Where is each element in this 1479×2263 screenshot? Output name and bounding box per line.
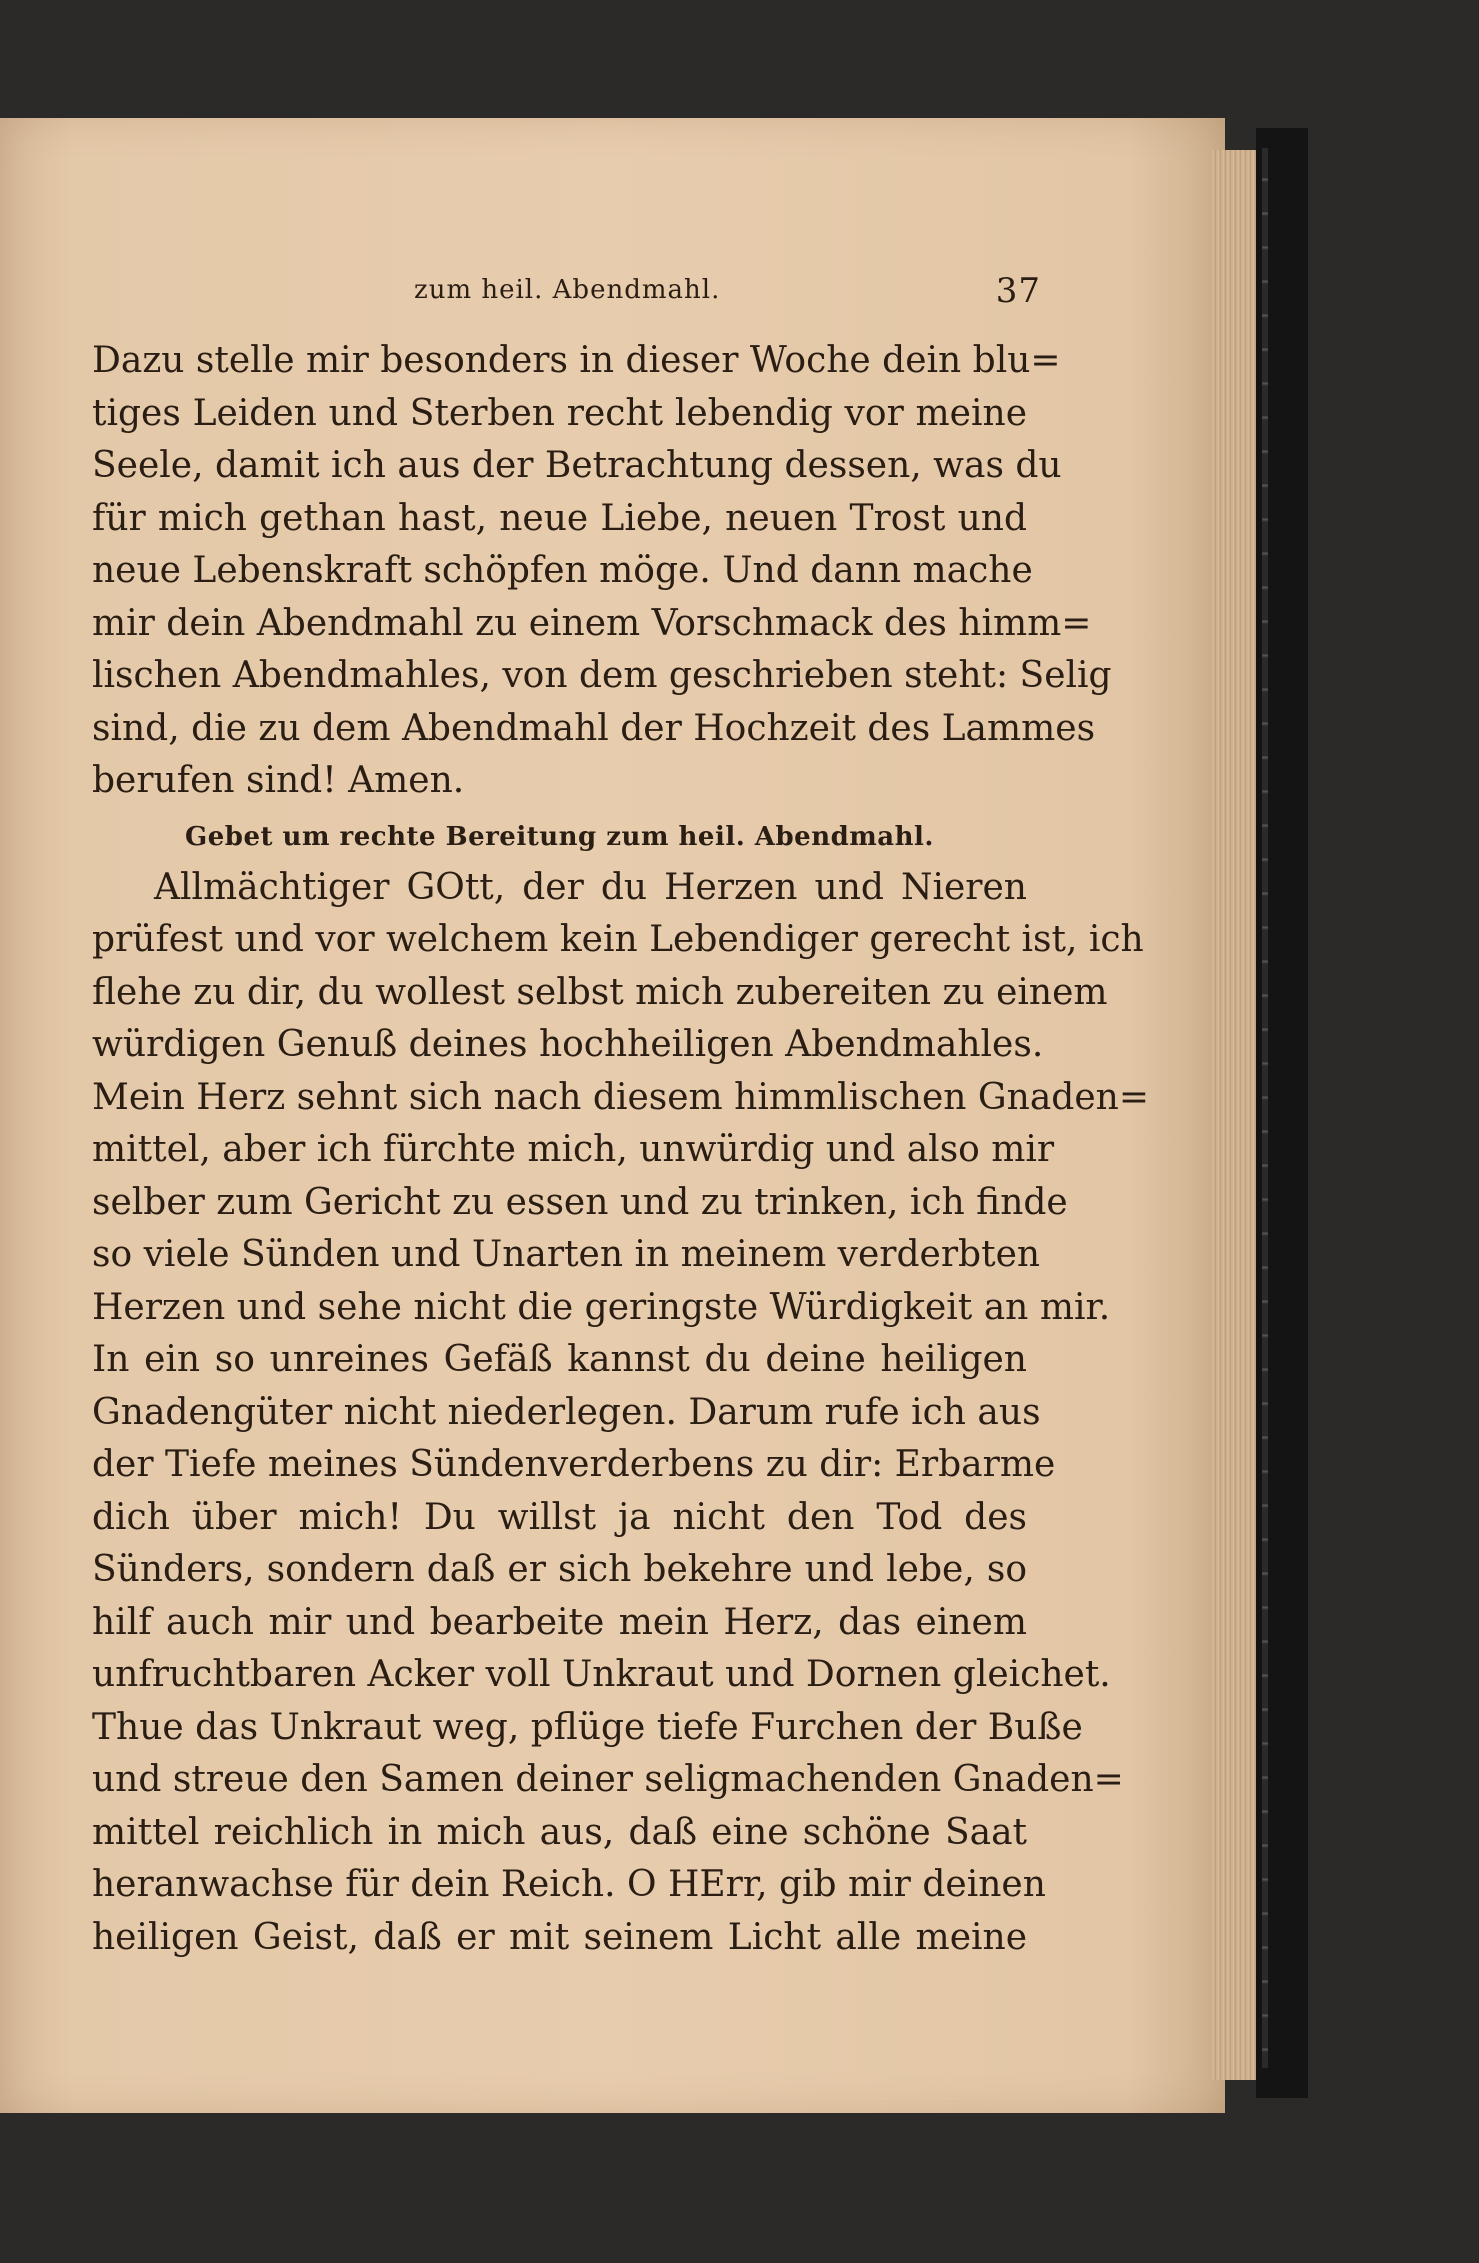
text-line: und streue den Samen deiner seligmachenden Gnaden= [92,1759,1124,1800]
text-line: würdigen Genuß deines hochheiligen Abendmahles. [92,1024,1044,1065]
text-line: Thue das Unkraut weg, pflüge tiefe Furchen der Buße [92,1706,1083,1748]
text-line: flehe zu dir, du wollest selbst mich zubereiten zu einem [92,971,1108,1013]
text-line: für mich gethan hast, neue Liebe, neuen Trost und [92,497,1027,539]
text-line: Dazu stelle mir besonders in dieser Woche dein blu= [92,340,1061,381]
text-line: unfruchtbaren Acker voll Unkraut und Dornen gleichet. [92,1654,1111,1695]
text-line: mittel reichlich in mich aus, daß eine schöne Saat [92,1811,1027,1853]
text-line: heiligen Geist, daß er mit seinem Licht alle meine [92,1916,1027,1958]
prayer-heading: Gebet um rechte Bereitung zum heil. Abendmahl. [185,821,934,852]
text-line: tiges Leiden und Sterben recht lebendig vor meine [92,392,1027,434]
text-line: sind, die zu dem Abendmahl der Hochzeit des Lammes [92,707,1096,749]
paragraph-2 [92,862,1149,1965]
text-line: Mein Herz sehnt sich nach diesem himmlischen Gnaden= [92,1076,1149,1118]
text-line: dich über mich! Du willst ja nicht den Tod des [92,1496,1027,1538]
text-line: Seele, damit ich aus der Betrachtung dessen, was du [92,445,1062,486]
text-line: Gnadengüter nicht niederlegen. Darum rufe ich aus [92,1391,1041,1433]
running-head [92,271,1041,335]
text-line: lischen Abendmahles, von dem geschrieben steht: Selig [92,655,1112,696]
text-line: Herzen und sehe nicht die geringste Würdigkeit an mir. [92,1286,1111,1328]
text-line: neue Lebenskraft schöpfen möge. Und dann mache [92,550,1033,591]
page-text [92,271,1149,1964]
text-line: mittel, aber ich fürchte mich, unwürdig und also mir [92,1129,1055,1170]
text-line: prüfest und vor welchem kein Lebendiger gerecht ist, ich [92,919,1144,960]
page-number: 37 [995,271,1041,311]
text-line: so viele Sünden und Unarten in meinem verderbten [92,1234,1041,1275]
text-line: In ein so unreines Gefäß kannst du deine heiligen [92,1339,1027,1380]
text-line: berufen sind! Amen. [92,760,465,801]
text-line: Allmächtiger GOtt, der du Herzen und Nieren [154,866,1027,908]
running-title: zum heil. Abendmahl. [414,275,721,305]
text-line: mir dein Abendmahl zu einem Vorschmack des himm= [92,602,1092,644]
text-line: selber zum Gericht zu essen und zu trinken, ich finde [92,1181,1068,1223]
text-line: heranwachse für dein Reich. O HErr, gib mir deinen [92,1864,1046,1905]
text-line: Sünders, sondern daß er sich bekehre und lebe, so [92,1549,1027,1590]
paragraph-1 [92,335,1112,808]
text-line: der Tiefe meines Sündenverderbens zu dir: Erbarme [92,1444,1056,1485]
text-line: hilf auch mir und bearbeite mein Herz, das einem [92,1601,1027,1643]
book-cover-edge [1256,128,1308,2098]
